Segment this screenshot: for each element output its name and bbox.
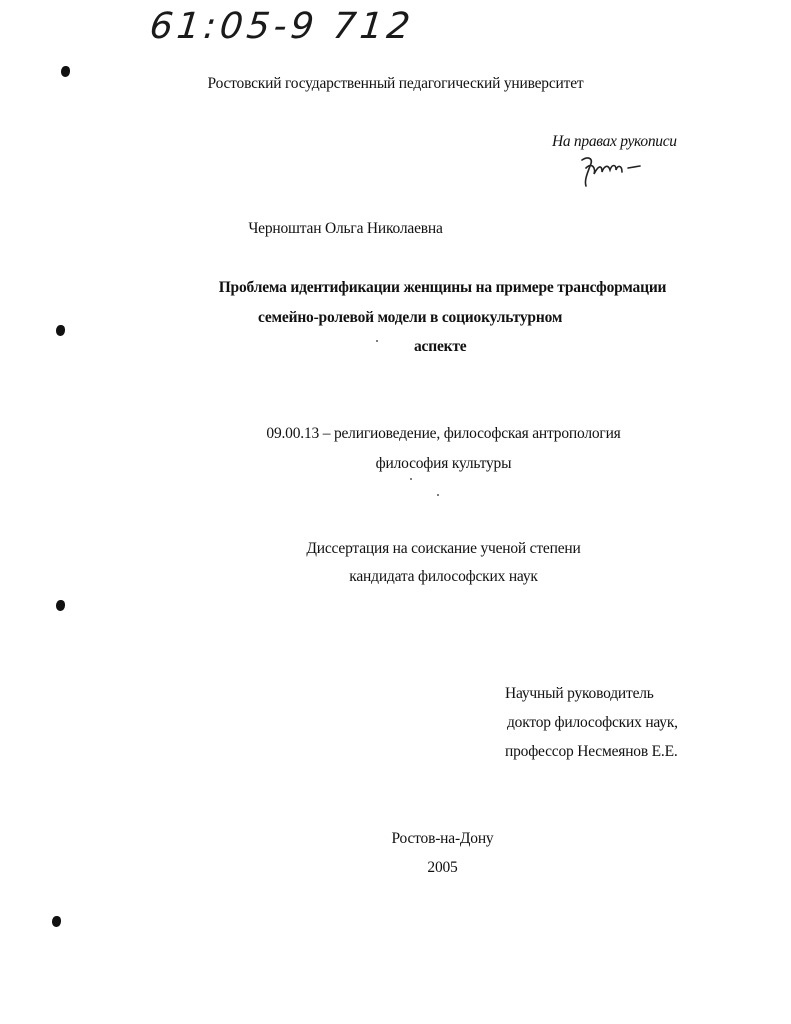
supervisor-degree: доктор философских наук, bbox=[507, 714, 678, 731]
binding-hole-mark bbox=[56, 325, 65, 336]
specialty-line-1: 09.00.13 – религиоведение, философская антропология bbox=[266, 425, 621, 442]
supervisor-label: Научный руководитель bbox=[505, 685, 654, 702]
specialty-line-2: философия культуры bbox=[375, 455, 512, 472]
binding-hole-mark bbox=[56, 600, 65, 611]
catalog-number: 61:05-9 712 bbox=[147, 6, 416, 47]
dissertation-title-line-3: аспекте bbox=[414, 338, 467, 355]
degree-line-1: Диссертация на соискание ученой степени bbox=[306, 540, 581, 557]
scan-speck bbox=[437, 494, 439, 496]
scan-speck bbox=[410, 478, 412, 480]
supervisor-name: профессор Несмеянов Е.Е. bbox=[505, 743, 678, 760]
year: 2005 bbox=[427, 859, 458, 876]
dissertation-title-line-1: Проблема идентификации женщины на примере трансформации bbox=[218, 279, 667, 296]
city: Ростов-на-Дону bbox=[391, 830, 494, 847]
university-name: Ростовский государственный педагогический университет bbox=[207, 75, 584, 92]
handwritten-signature bbox=[576, 152, 656, 192]
degree-line-2: кандидата философских наук bbox=[349, 568, 538, 585]
manuscript-note: На правах рукописи bbox=[552, 133, 677, 150]
scan-speck bbox=[376, 340, 378, 342]
binding-hole-mark bbox=[52, 916, 61, 927]
author-name: Черноштан Ольга Николаевна bbox=[248, 220, 443, 237]
dissertation-title-line-2: семейно-ролевой модели в социокультурном bbox=[258, 309, 563, 326]
